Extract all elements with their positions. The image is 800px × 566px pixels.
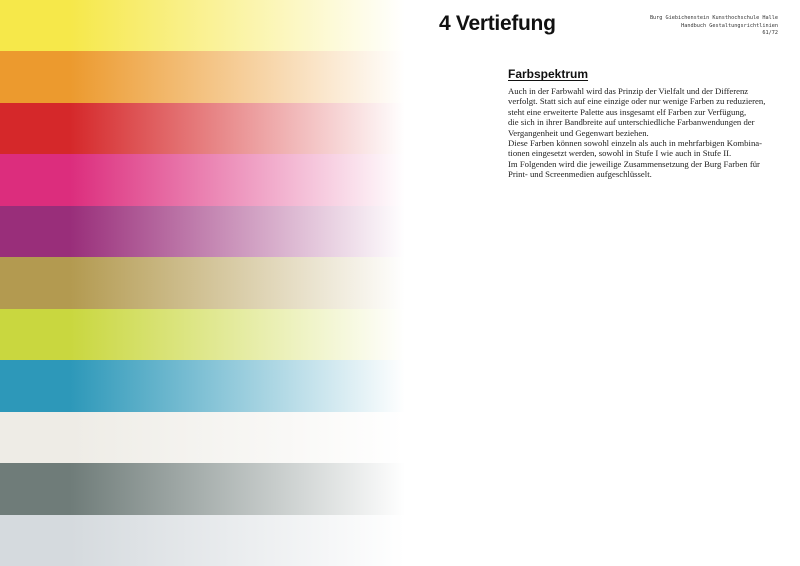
page-number: 61/72 — [762, 30, 778, 37]
document-title: Handbuch Gestaltungsrichtlinien — [681, 22, 778, 29]
color-band — [0, 206, 800, 258]
body-line: Vergangenheit und Gegenwart beziehen. — [508, 127, 649, 138]
body-line: verfolgt. Statt sich auf eine einzige oder nur wenige Farben zu reduzieren, — [508, 96, 766, 107]
body-line: die sich in ihrer Bandbreite auf unterschiedliche Farbanwendungen der — [508, 117, 755, 128]
color-band — [0, 412, 800, 464]
body-line: Im Folgenden wird die jeweilige Zusammensetzung der Burg Farben für — [508, 158, 760, 169]
color-band — [0, 309, 800, 361]
color-band — [0, 515, 800, 566]
chapter-title: 4 Vertiefung — [439, 12, 556, 35]
page-meta — [650, 15, 778, 38]
body-paragraph — [508, 86, 793, 180]
body-line: tionen eingesetzt werden, sowohl in Stufe I wie auch in Stufe II. — [508, 148, 732, 159]
institution-name: Burg Giebichenstein Kunsthochschule Halle — [649, 15, 778, 21]
body-line: Diese Farben können sowohl einzeln als auch in mehrfarbigen Kombina- — [508, 138, 763, 149]
section-title: Farbspektrum — [508, 67, 589, 81]
color-band — [0, 257, 800, 309]
body-line: Print- und Screenmedien aufgeschlüsselt. — [508, 169, 652, 180]
color-band — [0, 463, 800, 515]
body-line: Auch in der Farbwahl wird das Prinzip der Vielfalt und der Differenz — [508, 86, 749, 96]
color-band — [0, 360, 800, 412]
body-line: steht eine erweiterte Palette aus insgesamt elf Farben zur Verfügung, — [508, 106, 747, 117]
